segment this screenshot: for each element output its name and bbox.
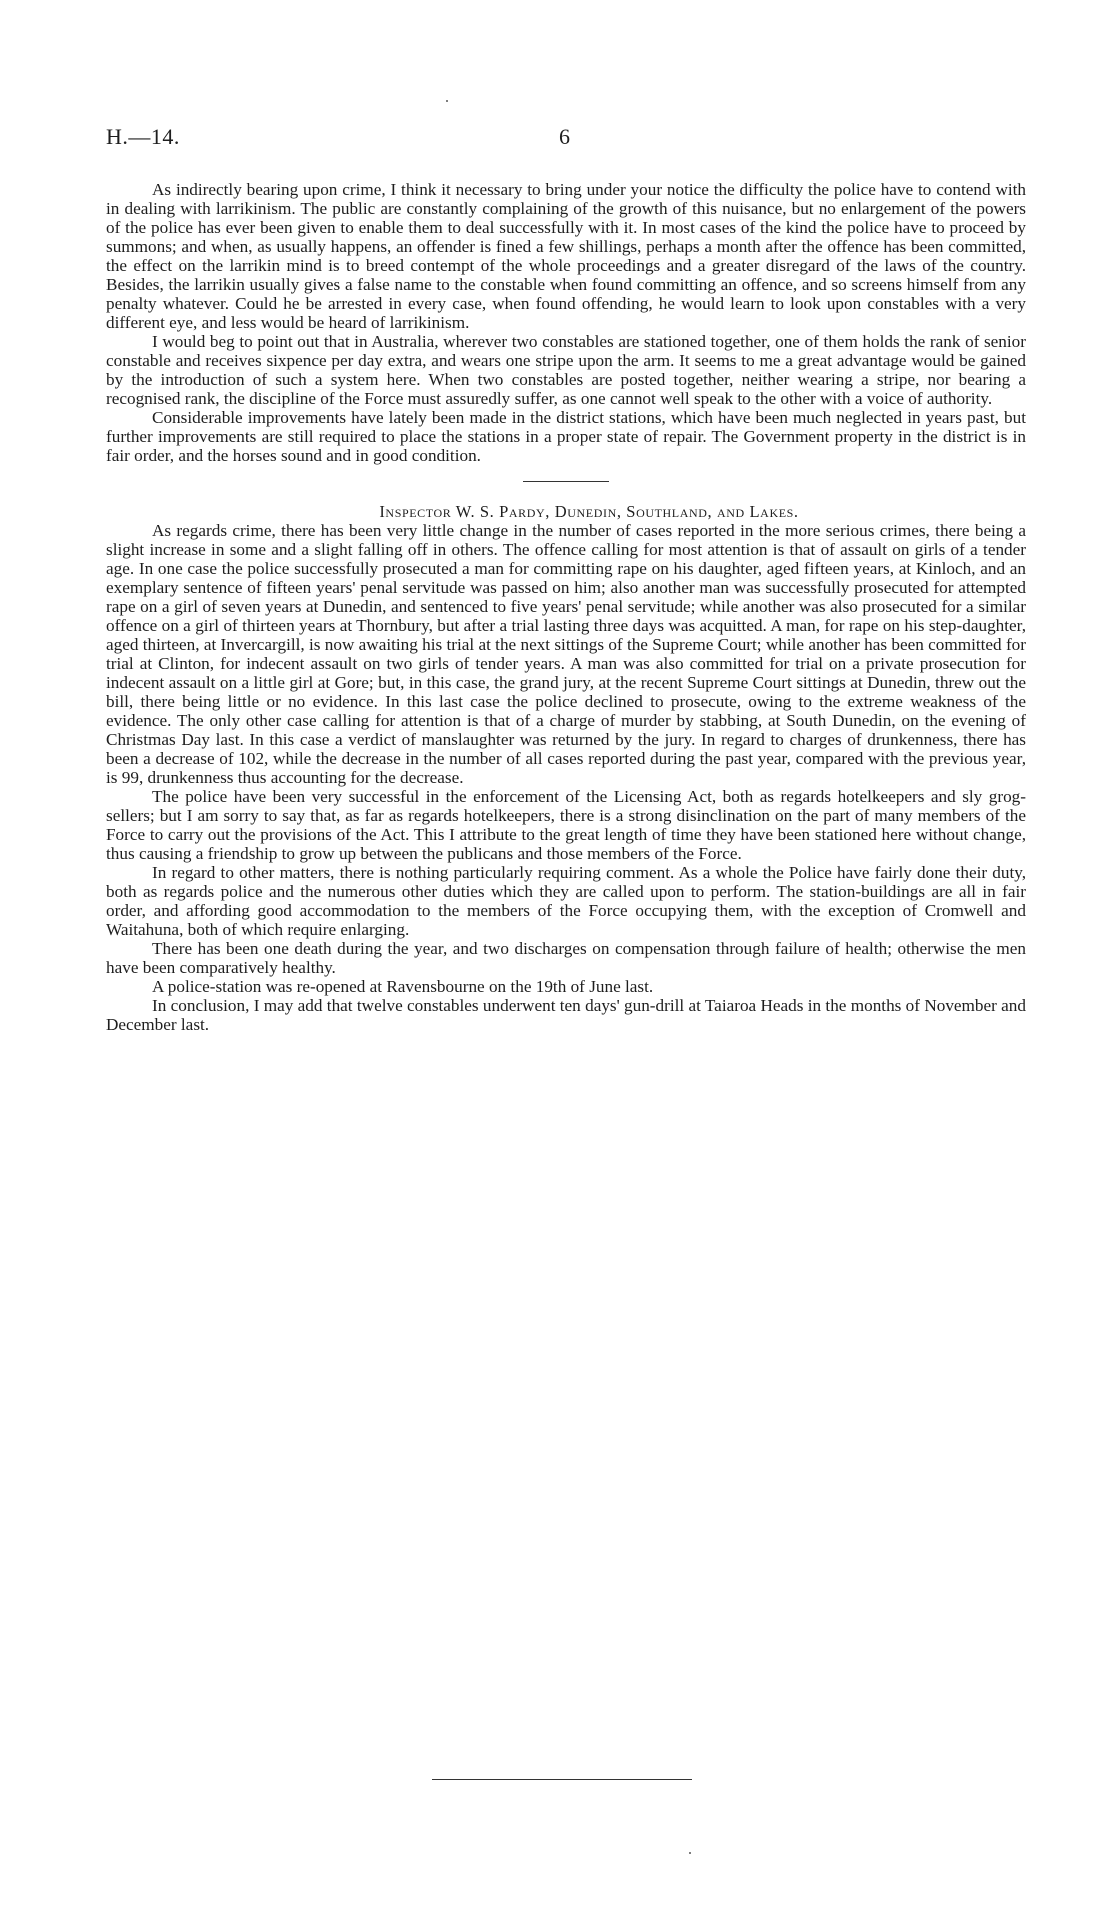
page-header xyxy=(106,124,1008,154)
section-inspector-pardy xyxy=(106,502,1026,1034)
paragraph: In conclusion, I may add that twelve constables underwent ten days' gun-drill at Taiaroa Heads in the months of November and December last. xyxy=(106,996,1026,1034)
paragraph: The police have been very successful in the enforcement of the Licensing Act, both as regards hotelkeepers and sly grog-sellers; but I am sorry to say that, as far as regards hotelkeepers, there is a strong disinclination on the part of many members of the Force to carry out the provisions of the Act. This I attribute to the great length of time they have been stationed here without change, thus causing a friendship to grow up between the publicans and those members of the Force. xyxy=(106,787,1026,863)
paragraph: There has been one death during the year, and two discharges on compensation through failure of health; otherwise the men have been comparatively healthy. xyxy=(106,939,1026,977)
section-divider xyxy=(523,481,609,482)
document-id: H.—14. xyxy=(106,124,180,149)
paragraph: A police-station was re-opened at Ravensbourne on the 19th of June last. xyxy=(152,977,654,996)
end-rule xyxy=(432,1779,692,1780)
paragraph: As regards crime, there has been very little change in the number of cases reported in the more serious crimes, there being a slight increase in some and a slight falling off in others. The offence calling for most attention is that of assault on girls of a tender age. In one case the police successfully prosecuted a man for committing rape on his daughter, aged fifteen years, at Kinloch, and an exemplary sentence of fifteen years' penal servitude was passed on him; also another man was successfully prosecuted for attempted rape on a girl of seven years at Dunedin, and sentenced to five years' penal servitude; while another was also prosecuted for a similar offence on a girl of thirteen years at Thornbury, but after a trial lasting three days was acquitted. A man, for rape on his step-daughter, aged thirteen, at Invercargill, is now awaiting his trial at the next sittings of the Supreme Court; while another has been committed for trial at Clinton, for indecent assault on two girls of tender years. A man was also committed for trial on a private prosecution for indecent assault on a little girl at Gore; but, in this case, the grand jury, at the recent Supreme Court sittings at Dunedin, threw out the bill, there being little or no evidence. In this last case the police declined to prosecute, owing to the extreme weakness of the evidence. The only other case calling for attention is that of a charge of murder by stabbing, at South Dunedin, on the evening of Christmas Day last. In this case a verdict of manslaughter was returned by the jury. In regard to charges of drunkenness, there has been a decrease of 102, while the decrease in the number of all cases reported during the past year, compared with the previous year, is 99, drunkenness thus accounting for the decrease. xyxy=(106,521,1026,787)
paragraph: I would beg to point out that in Australia, wherever two constables are stationed together, one of them holds the rank of senior constable and receives sixpence per day extra, and wears one stripe upon the arm. It seems to me a great advantage would be gained by the introduction of such a system here. When two constables are posted together, neither wearing a stripe, nor bearing a recognised rank, the discipline of the Force must assuredly suffer, as one cannot well speak to the other with a voice of authority. xyxy=(106,332,1026,408)
document-body xyxy=(106,180,1026,1034)
paragraph: In regard to other matters, there is nothing particularly requiring comment. As a whole the Police have fairly done their duty, both as regards police and the numerous other duties which they are called upon to perform. The station-buildings are all in fair order, and affording good accommodation to the members of the Force occupying them, with the exception of Cromwell and Waitahuna, both of which require enlarging. xyxy=(106,863,1026,939)
section-larrikinism xyxy=(106,180,1026,465)
page-number: 6 xyxy=(559,124,570,149)
print-speck xyxy=(446,100,448,102)
section-heading: Inspector W. S. Pardy, Dunedin, Southland, and Lakes. xyxy=(379,502,799,521)
paragraph: As indirectly bearing upon crime, I think it necessary to bring under your notice the difficulty the police have to contend with in dealing with larrikinism. The public are constantly complaining of the growth of this nuisance, but no enlargement of the powers of the police has ever been given to enable them to deal successfully with it. In most cases of the kind the police have to proceed by summons; and when, as usually happens, an offender is fined a few shillings, perhaps a month after the offence has been committed, the effect on the larrikin mind is to breed contempt of the whole proceedings and a greater disregard of the laws of the country. Besides, the larrikin usually gives a false name to the constable when found committing an offence, and so screens himself from any penalty whatever. Could he be arrested in every case, when found offending, he would learn to look upon constables with a very different eye, and less would be heard of larrikinism. xyxy=(106,180,1026,332)
print-speck xyxy=(689,1852,691,1854)
paragraph: Considerable improvements have lately been made in the district stations, which have been much neglected in years past, but further improvements are still required to place the stations in a proper state of repair. The Government property in the district is in fair order, and the horses sound and in good condition. xyxy=(106,408,1026,465)
